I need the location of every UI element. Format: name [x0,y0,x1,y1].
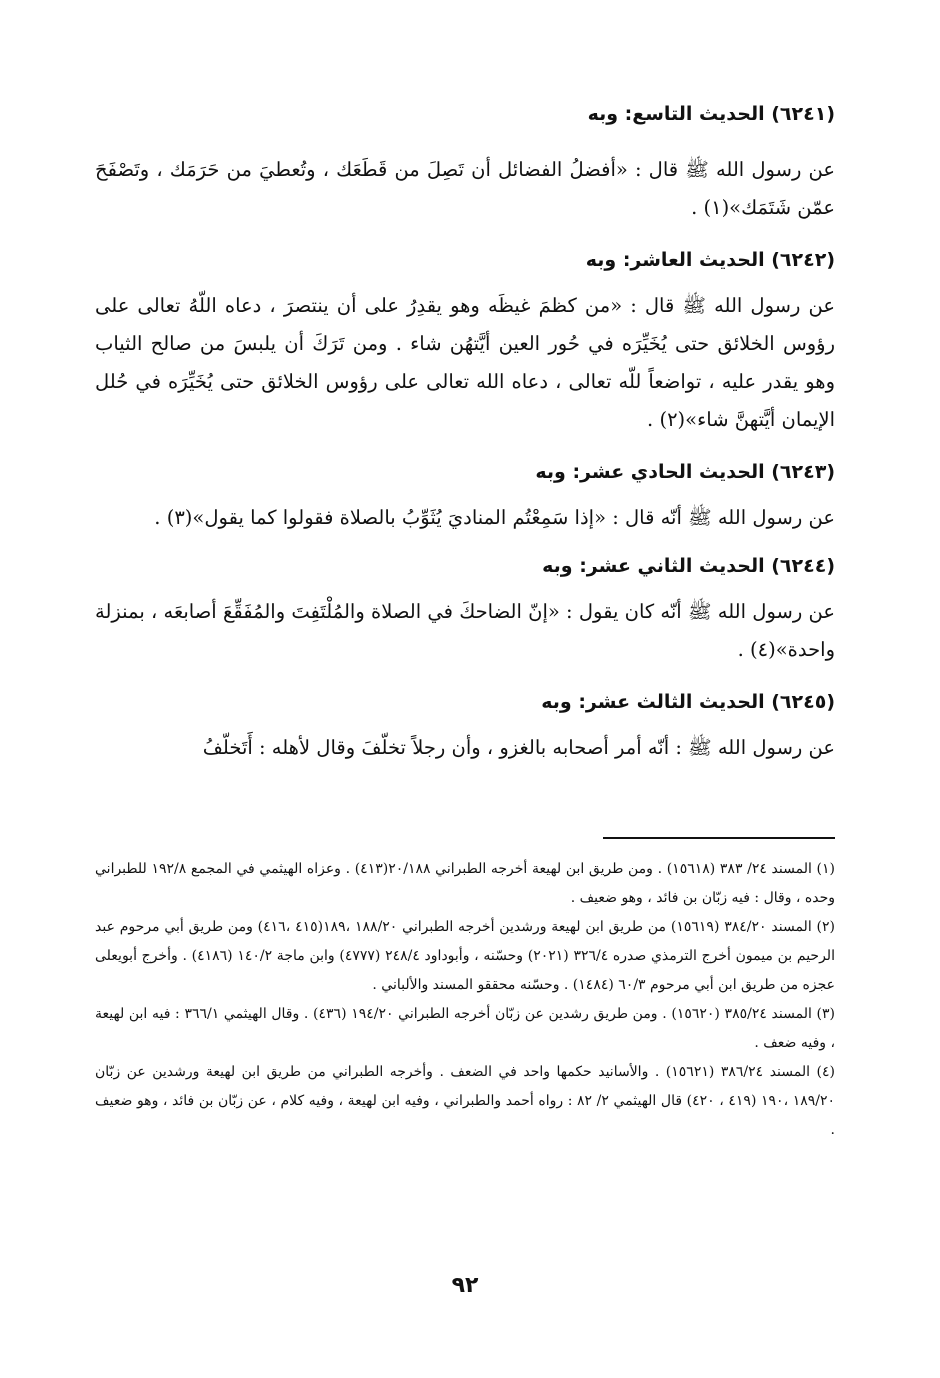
hadith-heading: (٦٢٤٣) الحديث الحادي عشر: وبه [535,461,835,483]
footnotes-section [95,855,835,1145]
footnote-3: (٣) المسند ٣٨٥/٢٤ (١٥٦٢٠) . ومن طريق رشدين عن زبّان أخرجه الطبراني ١٩٤/٢٠ (٤٣٦) . وقال الهيثمي ٣٦٦/١ : فيه ابن لهيعة ، وفيه ضعف . [95,1006,835,1051]
page-number: ٩٢ [451,1273,479,1298]
hadith-heading: (٦٢٤٤) الحديث الثاني عشر: وبه [542,555,835,577]
hadith-heading: (٦٢٤١) الحديث التاسع: وبه [587,103,835,125]
footnote-2: (٢) المسند ٣٨٤/٢٠ (١٥٦١٩) من طريق ابن لهيعة ورشدين أخرجه الطبراني ١٨٨/٢٠ ،١٨٩(٤١٥ ،٤١٦) ومن طريق أبي مرحوم عبد الرحيم بن ميمون أخرج الترمذي صدره ٣٢٦/٤ (٢٠٢١) وحسّنه ، وأبوداود ٢٤٨/٤ (٤٧٧٧) وابن ماجة ١٤٠/٢ (٤١٨٦) . وأخرج أبويعلى عجزه من طريق ابن أبي مرحوم ٦٠/٣ (١٤٨٤) . وحسّنه محققو المسند والألباني . [95,919,835,993]
footnote-1: (١) المسند ٢٤/ ٣٨٣ (١٥٦١٨) . ومن طريق ابن لهيعة أخرجه الطبراني ٢٠/١٨٨(٤١٣) . وعزاه الهيثمي في المجمع ١٩٢/٨ للطبراني وحده ، وقال : فيه زبّان بن فائد ، وهو ضعيف . [95,861,835,906]
hadith-text: عن رسول الله ﷺ أنّه قال : «إذا سَمِعْتُم المناديَ يُثَوِّبُ بالصلاة فقولوا كما يقول»(٣) . [154,506,835,529]
footnote-divider [603,837,835,839]
hadith-text: عن رسول الله ﷺ أنّه كان يقول : «إنّ الضاحكَ في الصلاة والمُلْتَفِتَ والمُفَقِّعَ أصابعَه ، بمنزلة واحدة»(٤) . [95,600,835,661]
footnote-4: (٤) المسند ٣٨٦/٢٤ (١٥٦٢١) . والأسانيد حكمها واحد في الضعف . وأخرجه الطبراني من طريق ابن لهيعة ورشدين عن زبّان ١٨٩/٢٠ ،١٩٠ (٤١٩ ، ٤٢٠) قال الهيثمي ٢/ ٨٢ : رواه أحمد والطبراني ، وفيه ابن لهيعة ، وفيه كلام ، عن زبّان بن فائد ، وهو ضعيف . [95,1064,836,1138]
hadith-text: عن رسول الله ﷺ : أنّه أمر أصحابه بالغزو ، وأن رجلاً تخلّفَ وقال لأهله : أَتَخلّفُ [202,736,835,759]
hadith-text: عن رسول الله ﷺ قال : «من كظمَ غيظَه وهو يقدِرُ على أن ينتصرَ ، دعاه اللّهُ تعالى على رؤوس الخلائق حتى يُخَيِّرَه في حُور العين أيَّتهُن شاء . ومن تَرَكَ أن يلبسَ من صالح الثياب وهو يقدر عليه ، تواضعاً للّه تعالى ، دعاه الله تعالى على رؤوس الخلائق حتى يُخَيِّرَه في حُلل الإيمان أيَّتهنَّ شاء»(٢) . [95,294,835,431]
hadith-heading: (٦٢٤٥) الحديث الثالث عشر: وبه [541,691,835,713]
hadith-text: عن رسول الله ﷺ قال : «أفضلُ الفضائل أن تَصِلَ من قَطَعَك ، وتُعطيَ من حَرَمَك ، وتَصْفَحَ عمّن شَتَمَك»(١) . [95,158,835,219]
book-page [95,95,835,1345]
hadith-heading: (٦٢٤٢) الحديث العاشر: وبه [585,249,835,271]
